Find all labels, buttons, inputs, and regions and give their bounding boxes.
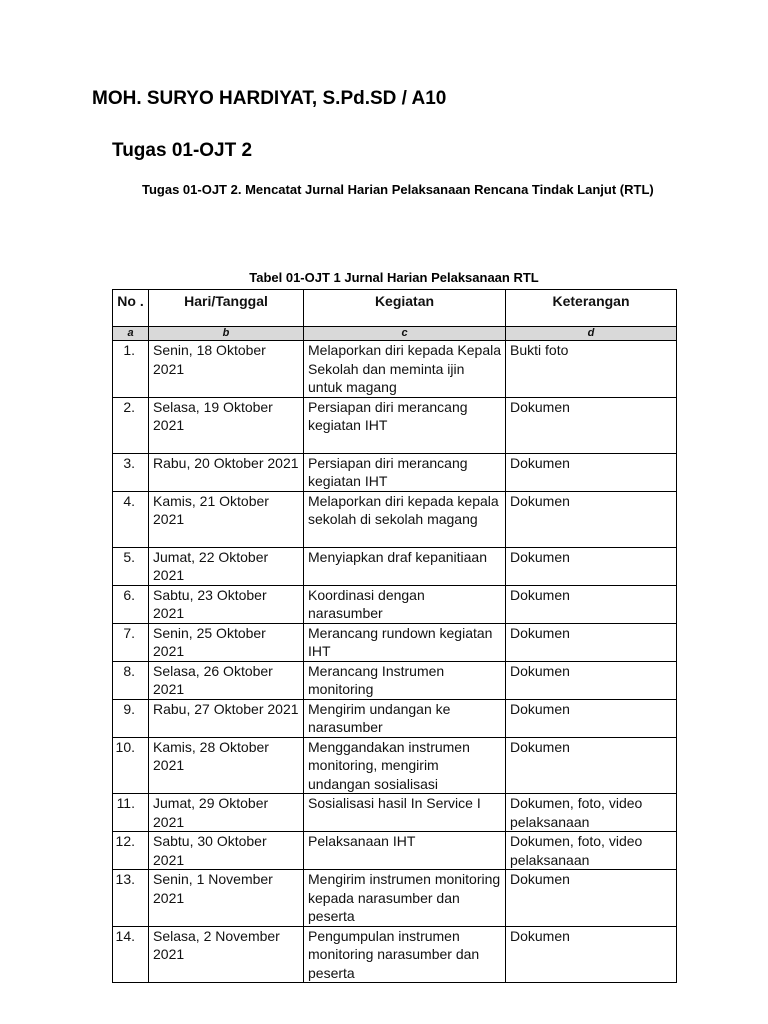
activity-cell: Pelaksanaan IHT [304, 832, 506, 870]
date-cell: Rabu, 20 Oktober 2021 [149, 453, 304, 491]
row-number-cell [113, 547, 149, 585]
table-row [113, 737, 677, 794]
row-number-cell [113, 832, 149, 870]
date-cell: Sabtu, 30 Oktober 2021 [149, 832, 304, 870]
note-cell: Dokumen [506, 547, 677, 585]
note-cell: Dokumen [506, 623, 677, 661]
letter-b: b [149, 327, 304, 341]
table-row [113, 341, 677, 398]
table-header-row [113, 290, 677, 327]
row-number: 4. [123, 492, 135, 509]
note-cell: Dokumen [506, 453, 677, 491]
row-number: 8. [123, 662, 135, 679]
table-caption: Tabel 01-OJT 1 Jurnal Harian Pelaksanaan RTL [249, 270, 539, 285]
row-number-cell [113, 623, 149, 661]
table-row [113, 832, 677, 870]
activity-cell: Persiapan diri merancang kegiatan IHT [304, 453, 506, 491]
row-number: 9. [123, 700, 135, 717]
activity-cell: Persiapan diri merancang kegiatan IHT [304, 397, 506, 453]
row-number-cell [113, 926, 149, 983]
date-cell: Jumat, 29 Oktober 2021 [149, 794, 304, 832]
activity-cell: Menggandakan instrumen monitoring, mengirim undangan sosialisasi [304, 737, 506, 794]
activity-cell: Melaporkan diri kepada kepala sekolah di sekolah magang [304, 491, 506, 547]
note-cell: Dokumen [506, 585, 677, 623]
document-author: MOH. SURYO HARDIYAT, S.Pd.SD / A10 [92, 88, 447, 109]
date-cell: Selasa, 19 Oktober 2021 [149, 397, 304, 453]
row-number: 2. [123, 398, 135, 415]
row-number-cell [113, 585, 149, 623]
row-number: 1. [123, 342, 135, 358]
journal-table [112, 289, 677, 983]
table-row [113, 794, 677, 832]
row-number-cell [113, 453, 149, 491]
header-note: Keterangan [506, 290, 677, 327]
note-cell: Dokumen, foto, video pelaksanaan [506, 794, 677, 832]
activity-cell: Koordinasi dengan narasumber [304, 585, 506, 623]
note-cell: Dokumen [506, 737, 677, 794]
header-no: No . [113, 290, 149, 327]
row-number-cell [113, 661, 149, 699]
table-row [113, 661, 677, 699]
table-row [113, 547, 677, 585]
date-cell: Rabu, 27 Oktober 2021 [149, 699, 304, 737]
row-number: 7. [123, 624, 135, 641]
table-row [113, 699, 677, 737]
row-number-cell [113, 737, 149, 794]
row-number-cell [113, 491, 149, 547]
table-letter-row [113, 327, 677, 341]
row-number: 14. [115, 927, 135, 944]
row-number-cell [113, 699, 149, 737]
row-number: 6. [123, 586, 135, 603]
activity-cell: Pengumpulan instrumen monitoring narasumber dan peserta [304, 926, 506, 983]
date-cell: Sabtu, 23 Oktober 2021 [149, 585, 304, 623]
table-row [113, 453, 677, 491]
table-row [113, 585, 677, 623]
letter-a: a [113, 327, 149, 341]
table-body [113, 341, 677, 983]
note-cell: Dokumen [506, 926, 677, 983]
row-number: 3. [123, 454, 135, 471]
date-cell: Senin, 25 Oktober 2021 [149, 623, 304, 661]
note-cell: Dokumen [506, 397, 677, 453]
note-cell: Dokumen [506, 491, 677, 547]
activity-cell: Melaporkan diri kepada Kepala Sekolah dan meminta ijin untuk magang [304, 341, 506, 398]
row-number: 11. [116, 795, 135, 811]
note-cell: Dokumen [506, 699, 677, 737]
table-row [113, 926, 677, 983]
row-number-cell [113, 397, 149, 453]
header-activity: Kegiatan [304, 290, 506, 327]
row-number-cell [113, 794, 149, 832]
row-number: 13. [115, 871, 135, 887]
row-number: 12. [115, 833, 135, 849]
activity-cell: Mengirim instrumen monitoring kepada narasumber dan peserta [304, 870, 506, 927]
date-cell: Kamis, 28 Oktober 2021 [149, 737, 304, 794]
task-description: Tugas 01-OJT 2. Mencatat Jurnal Harian Pelaksanaan Rencana Tindak Lanjut (RTL) [142, 182, 654, 197]
task-heading: Tugas 01-OJT 2 [112, 140, 253, 161]
table-row [113, 870, 677, 927]
date-cell: Kamis, 21 Oktober 2021 [149, 491, 304, 547]
date-cell: Selasa, 26 Oktober 2021 [149, 661, 304, 699]
note-cell: Dokumen [506, 661, 677, 699]
row-number-cell [113, 870, 149, 927]
date-cell: Senin, 18 Oktober 2021 [149, 341, 304, 398]
date-cell: Senin, 1 November 2021 [149, 870, 304, 927]
note-cell: Dokumen, foto, video pelaksanaan [506, 832, 677, 870]
row-number: 10. [115, 738, 135, 755]
date-cell: Selasa, 2 November 2021 [149, 926, 304, 983]
activity-cell: Menyiapkan draf kepanitiaan [304, 547, 506, 585]
table-row [113, 491, 677, 547]
note-cell: Dokumen [506, 870, 677, 927]
row-number: 5. [123, 548, 135, 565]
activity-cell: Merancang rundown kegiatan IHT [304, 623, 506, 661]
letter-c: c [304, 327, 506, 341]
header-day: Hari/Tanggal [149, 290, 304, 327]
activity-cell: Sosialisasi hasil In Service I [304, 794, 506, 832]
table-row [113, 623, 677, 661]
table-row [113, 397, 677, 453]
row-number-cell [113, 341, 149, 398]
activity-cell: Merancang Instrumen monitoring [304, 661, 506, 699]
letter-d: d [506, 327, 677, 341]
date-cell: Jumat, 22 Oktober 2021 [149, 547, 304, 585]
activity-cell: Mengirim undangan ke narasumber [304, 699, 506, 737]
note-cell: Bukti foto [506, 341, 677, 398]
